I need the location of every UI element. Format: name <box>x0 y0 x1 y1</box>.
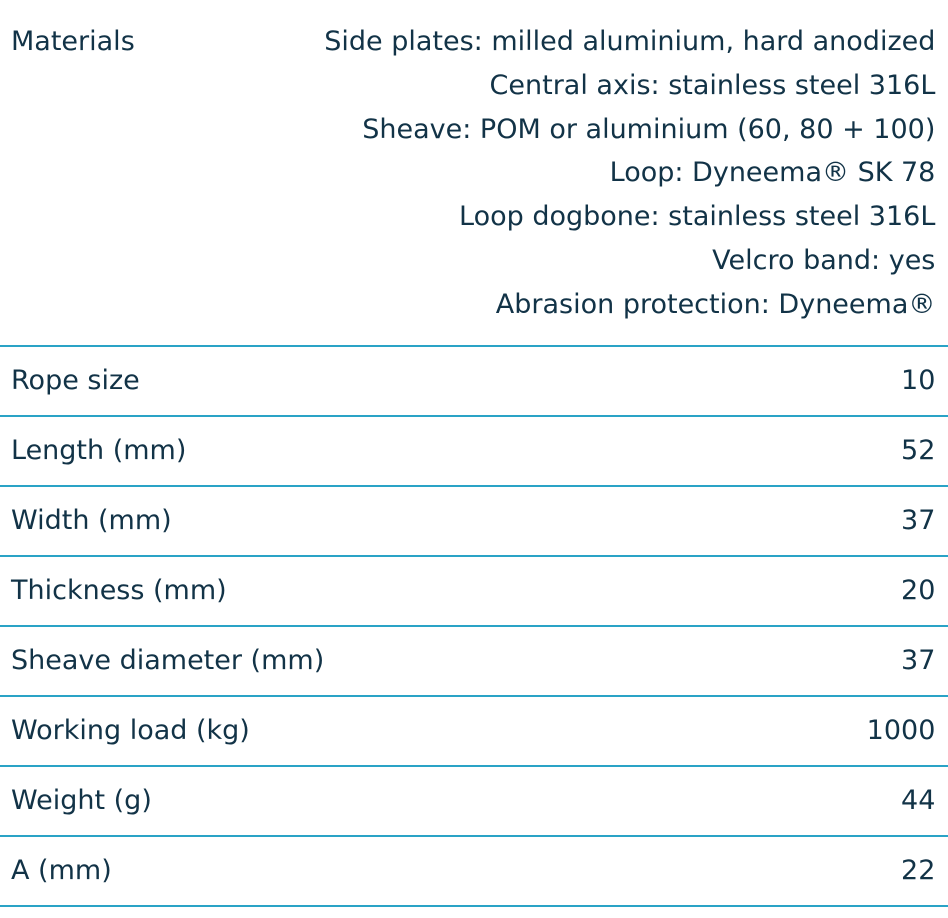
spec-row-working-load <box>0 696 948 766</box>
spec-row-length <box>0 416 948 486</box>
spec-value: 44 <box>901 784 936 816</box>
spec-label: Thickness (mm) <box>11 574 227 606</box>
spec-value-materials <box>324 0 948 346</box>
spec-row-width <box>0 486 948 556</box>
spec-value: 37 <box>901 644 936 676</box>
spec-label: Length (mm) <box>11 434 187 466</box>
spec-value: 52 <box>901 434 936 466</box>
materials-item: Sheave: POM or aluminium (60, 80 + 100) <box>362 113 936 145</box>
materials-list <box>324 20 948 327</box>
spec-label: Width (mm) <box>11 504 172 536</box>
spec-value: 37 <box>901 504 936 536</box>
spec-row-sheave-diameter <box>0 626 948 696</box>
spec-row-a <box>0 836 948 906</box>
materials-item: Central axis: stainless steel 316L <box>489 69 936 101</box>
materials-item: Loop dogbone: stainless steel 316L <box>459 201 936 233</box>
spec-row-weight <box>0 766 948 836</box>
spec-row-rope-size <box>0 346 948 416</box>
spec-label: Weight (g) <box>11 784 152 816</box>
spec-label: Sheave diameter (mm) <box>11 644 325 676</box>
spec-label: A (mm) <box>11 854 112 886</box>
spec-value: 10 <box>901 364 936 396</box>
spec-label: Working load (kg) <box>11 714 250 746</box>
materials-item: Velcro band: yes <box>712 244 936 276</box>
spec-label: Rope size <box>11 364 140 396</box>
materials-item: Loop: Dyneema® SK 78 <box>609 157 936 189</box>
spec-label-materials: Materials <box>11 26 135 57</box>
spec-value: 20 <box>901 574 936 606</box>
materials-item: Abrasion protection: Dyneema® <box>495 288 936 320</box>
spec-row-materials <box>0 0 948 346</box>
materials-item: Side plates: milled aluminium, hard anodized <box>324 26 936 57</box>
spec-value: 22 <box>901 854 936 886</box>
spec-value: 1000 <box>866 714 936 746</box>
spec-row-thickness <box>0 556 948 626</box>
